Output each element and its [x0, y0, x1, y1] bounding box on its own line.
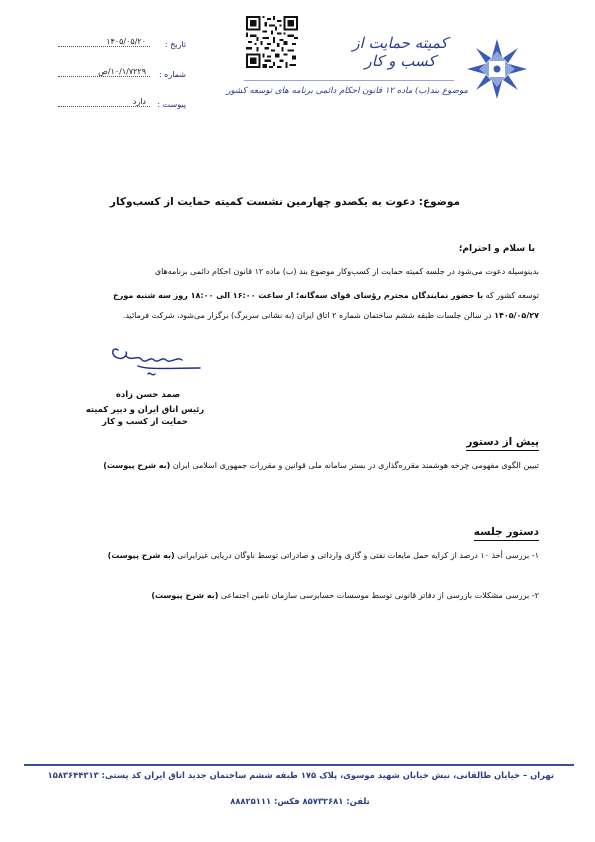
agenda-item-1 [56, 548, 539, 563]
agenda-title: دستور جلسه [474, 526, 539, 541]
body-line-1: بدینوسیله دعوت می‌شود در جلسه کمیته حمایت از کسب‌وکار موضوع بند (ب) ماده ۱۲ قانون احکام دائمی برنامه‌های [154, 267, 539, 276]
pre-agenda-text: تبیین الگوی مفهومی چرخه هوشمند مقرره‌گذاری در بستر سامانه ملی قوانین و مقررات جمهوری اسلامی ایران [170, 461, 539, 470]
signatory-role-line-1: رئیس اتاق ایران و دبیر کمیته [85, 404, 205, 414]
signatory-name: صمد حسن زاده [115, 390, 181, 400]
date-dots [58, 46, 150, 47]
pre-agenda-title: پیش از دستور [466, 436, 539, 451]
qr-code-icon [246, 16, 298, 68]
header-divider [244, 80, 454, 81]
signatory-role [80, 404, 210, 427]
letter-subject: موضوع: دعوت به یکصدو چهارمین نشست کمیته حمایت از کسب‌وکار [109, 196, 460, 208]
number-value: ۱۰/۱/۷۲۲۹/ص [98, 67, 146, 76]
date-value: ۱۴۰۵/۰۵/۲۰ [106, 37, 146, 46]
number-dots [58, 76, 150, 77]
agenda-item-1-note: (به شرح پیوست) [107, 551, 175, 560]
body-line-2-bold: با حضور نمایندگان محترم رؤسای قوای سه‌گانه؛ از ساعت ۱۶:۰۰ الی ۱۸:۰۰ روز سه شنبه مورخ [112, 291, 484, 300]
date-label: تاریخ : [164, 40, 186, 49]
attachment-label: پیوست : [157, 100, 186, 109]
meeting-date: ۱۴۰۵/۰۵/۲۷ [494, 311, 539, 320]
agenda-item-1-text: ۱- بررسی أخذ ۱۰ درصد از کرایه حمل مایعات نفتی و گازی وارداتی و صادراتی توسط ناوگان دریایی غیرایرانی [174, 551, 539, 560]
committee-subtitle: موضوع بند(ب) ماده ۱۲ قانون احکام دائمی برنامه های توسعه کشور [226, 86, 468, 96]
number-label: شماره : [158, 70, 186, 79]
footer-address: تهران – خیابان طالقانی، نبش خیابان شهید موسوی، پلاک ۱۷۵ طبقه ششم ساختمان جدید اتاق ایران کد پستی: ۱۵۸۳۶۴۴۳۱۳ [47, 770, 554, 780]
body-line-2-a: توسعه کشور که [483, 291, 539, 300]
footer-divider [24, 764, 574, 766]
date-row [56, 37, 186, 54]
number-row [56, 67, 186, 84]
signatory-role-line-2: حمایت از کسب و کار [102, 415, 188, 426]
attachment-dots [58, 106, 150, 107]
salutation: با سلام و احترام؛ [458, 244, 535, 254]
pre-agenda-item [56, 458, 539, 473]
attachment-row [56, 97, 186, 114]
body-line-2 [56, 290, 539, 302]
signature-image [108, 344, 208, 380]
footer-phone: تلفن: ۸۵۷۳۲۶۸۱ فکس: ۸۸۸۲۵۱۱۱ [230, 796, 370, 806]
body-line-3-b: در سالن جلسات طبقه ششم ساختمان شماره ۲ اتاق ایران (به نشانی سربرگ) برگزار می‌شود، شرکت فرمائید. [122, 311, 495, 320]
pre-agenda-note: (به شرح پیوست) [103, 461, 171, 470]
body-line-3 [56, 310, 539, 322]
attachment-value: دارد [132, 97, 146, 106]
committee-title: کمیته حمایت از کسب و کار [352, 34, 448, 70]
star-flower-logo [466, 38, 528, 100]
agenda-item-2 [56, 588, 539, 603]
agenda-item-2-text: ۲- بررسی مشکلات بازرسی از دفاتر قانونی توسط موسسات حسابرسی سازمان تامین اجتماعی [218, 591, 539, 600]
agenda-item-2-note: (به شرح پیوست) [151, 591, 219, 600]
